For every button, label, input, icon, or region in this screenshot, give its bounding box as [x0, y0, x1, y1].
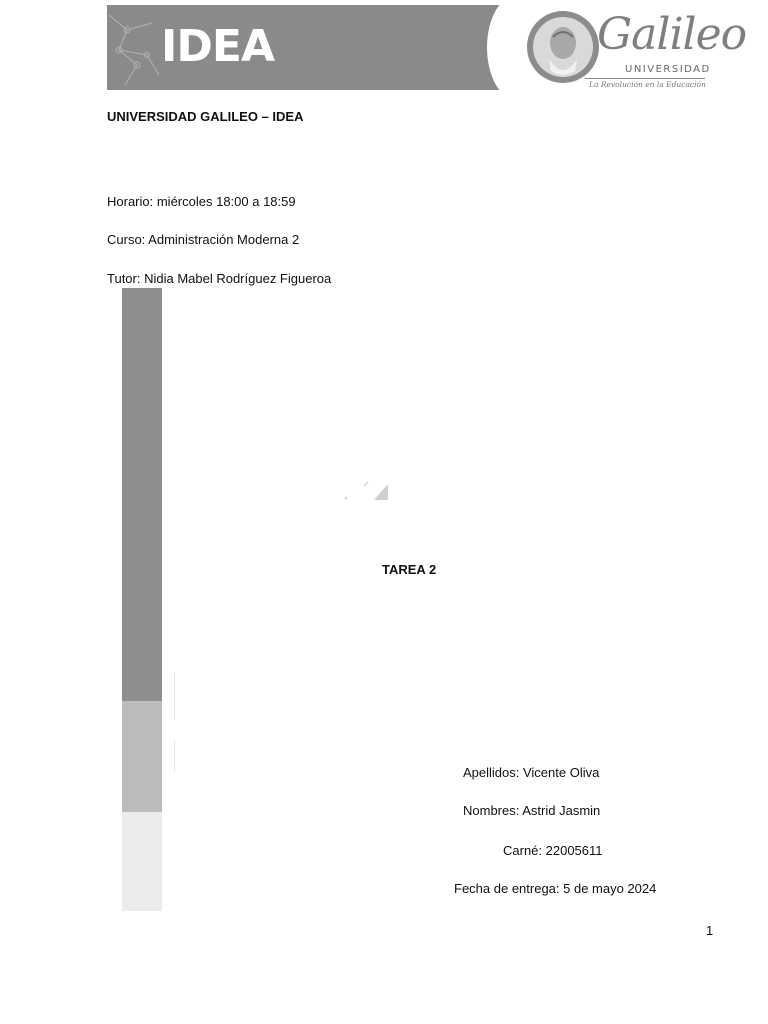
page-number: 1: [706, 923, 714, 938]
banner-title: IDEA: [161, 21, 275, 72]
image-fragment-icon: [340, 480, 392, 504]
surnames-line: Apellidos: Vicente Oliva: [463, 765, 600, 780]
brand-subtitle: UNIVERSIDAD: [625, 64, 711, 75]
assignment-title: TAREA 2: [382, 562, 437, 577]
schedule-line: Horario: miércoles 18:00 a 18:59: [107, 194, 296, 209]
course-line: Curso: Administración Moderna 2: [107, 232, 300, 247]
circuit-decoration-icon: [107, 5, 167, 90]
brand-tagline: La Revolución en la Educación: [589, 80, 706, 89]
faint-line: [174, 740, 175, 772]
faint-line: [174, 672, 175, 720]
brand-name: Galileo: [597, 9, 747, 60]
brand-divider: [585, 78, 705, 79]
student-id-line: Carné: 22005611: [503, 843, 603, 858]
decorative-bar-light: [122, 812, 162, 911]
university-heading: UNIVERSIDAD GALILEO – IDEA: [107, 109, 304, 124]
header-banner: [107, 5, 747, 90]
decorative-bar-dark: [122, 288, 162, 701]
tutor-line: Tutor: Nidia Mabel Rodríguez Figueroa: [107, 271, 332, 286]
due-date-line: Fecha de entrega: 5 de mayo 2024: [454, 881, 657, 896]
decorative-bar-mid: [122, 701, 162, 812]
names-line: Nombres: Astrid Jasmin: [463, 803, 601, 818]
founder-seal-icon: [525, 9, 601, 85]
